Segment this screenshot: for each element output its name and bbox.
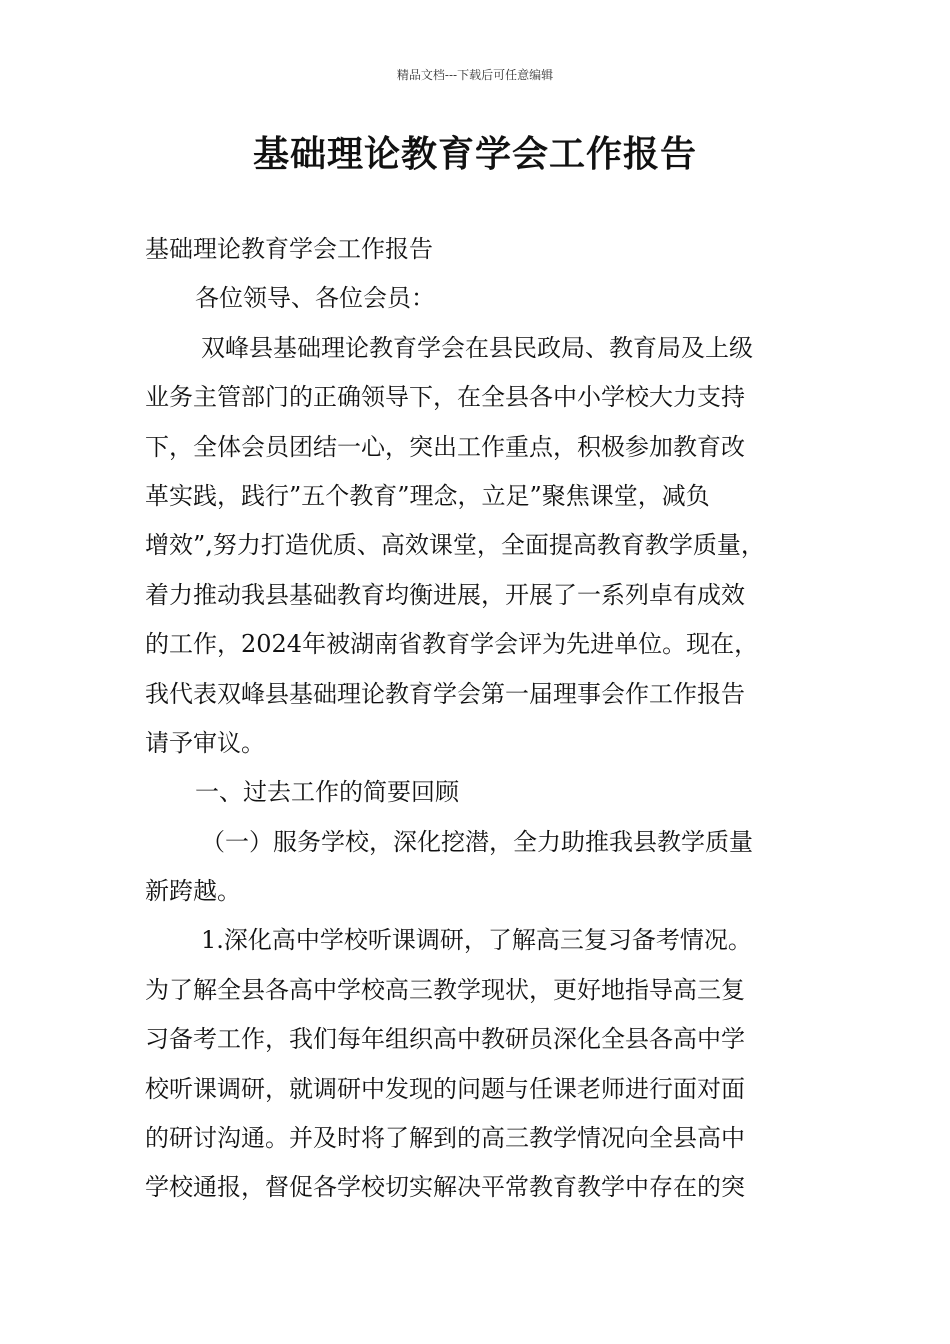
body-line: 学校通报，督促各学校切实解决平常教育教学中存在的突 — [145, 1173, 745, 1202]
salutation: 各位领导、各位会员： — [195, 284, 435, 313]
body-line: 业务主管部门的正确领导下，在全县各中小学校大力支持 — [145, 383, 745, 412]
subsection-heading: （一）服务学校，深化挖潜，全力助推我县教学质量 — [201, 827, 753, 856]
document-body — [145, 225, 815, 1213]
section-heading: 一、过去工作的简要回顾 — [195, 778, 459, 807]
body-line: 着力推动我县基础教育均衡进展，开展了一系列卓有成效 — [145, 580, 745, 609]
body-line: 下，全体会员团结一心，突出工作重点，积极参加教育改 — [145, 432, 745, 461]
body-line: 增效”,努力打造优质、高效课堂，全面提高教育教学质量， — [145, 531, 765, 560]
body-line: 的研讨沟通。并及时将了解到的高三教学情况向全县高中 — [145, 1124, 745, 1153]
body-line: 双峰县基础理论教育学会在县民政局、教育局及上级 — [201, 333, 753, 362]
body-line: 基础理论教育学会工作报告 — [145, 235, 433, 263]
body-line: 新跨越。 — [145, 877, 241, 906]
body-line: 为了解全县各高中学校高三教学现状，更好地指导高三复 — [145, 975, 745, 1004]
document-title: 基础理论教育学会工作报告 — [252, 134, 697, 175]
page-header-note: 精品文档---下载后可任意编辑 — [396, 68, 554, 82]
body-line: 习备考工作，我们每年组织高中教研员深化全县各高中学 — [145, 1025, 745, 1054]
body-line: 请予审议。 — [145, 728, 265, 757]
body-line: 1.深化高中学校听课调研，了解高三复习备考情况。 — [201, 926, 752, 955]
body-line: 革实践，践行”五个教育”理念，立足”聚焦课堂，减负 — [145, 481, 710, 510]
body-line: 的工作，2024年被湖南省教育学会评为先进单位。现在， — [145, 630, 759, 659]
body-line: 我代表双峰县基础理论教育学会第一届理事会作工作报告 — [145, 679, 745, 708]
body-line: 校听课调研，就调研中发现的问题与任课老师进行面对面 — [145, 1074, 745, 1103]
